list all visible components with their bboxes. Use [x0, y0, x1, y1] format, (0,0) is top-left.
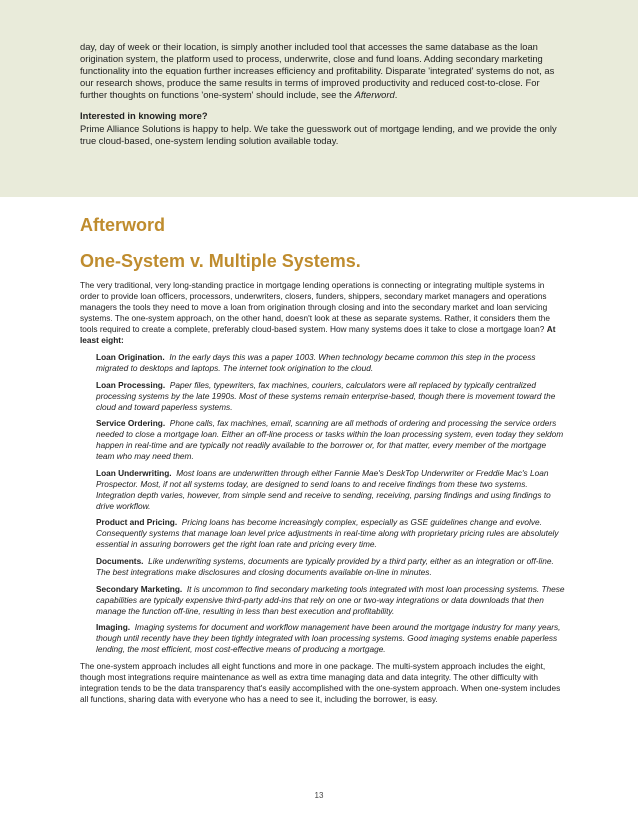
- cta-paragraph: Prime Alliance Solutions is happy to help. We take the guesswork out of mortgage lending, and we provide the only true cloud-based, one-system lending solution available today.: [80, 122, 557, 146]
- intro-paragraph: [80, 280, 565, 346]
- afterword-heading: Afterword: [80, 215, 165, 235]
- list-item: [96, 468, 565, 512]
- list-item: [96, 556, 565, 578]
- cta-question: Interested in knowing more?: [80, 110, 208, 122]
- item-description: It is uncommon to find secondary marketing tools integrated with most loan processing systems. These capabilities are typically expensive third-party add-ins that rely on one or two-way integrations or data downloads that then manage the function off-line, resulting in less than best execution and profitability.: [96, 583, 565, 616]
- item-label: Product and Pricing.: [96, 517, 178, 528]
- item-description: Imaging systems for document and workflow management have been around the mortgage industry for many years, though until recently have they been tightly integrated with loan processing systems. Good imaging systems enable paperless lending, the most efficient, most cost-effective means of producing a mortgage.: [96, 622, 561, 655]
- item-label: Loan Processing.: [96, 379, 166, 390]
- item-label: Documents.: [96, 555, 144, 566]
- function-list: [96, 352, 565, 655]
- item-label: Loan Underwriting.: [96, 467, 172, 478]
- item-description: Like underwriting systems, documents are typically provided by a third party, either as an integration or off-line. The best integrations make disclosures and closing documents available on-line in minutes.: [96, 555, 554, 577]
- list-item: [96, 622, 565, 655]
- list-item: [96, 517, 565, 550]
- intro-bold: At least eight:: [80, 324, 556, 345]
- item-description: In the early days this was a paper 1003. When technology became common this step in the process migrated to desktops and laptops. The internet took origination to the cloud.: [96, 352, 536, 373]
- page-number: 13: [314, 791, 324, 800]
- intro-text: The very traditional, very long-standing practice in mortgage lending operations is connecting or integrating multiple systems in order to provide loan officers, processors, underwriters, closers, funders, shippers, secondary market managers and operations managers the tools they need to move a loan from origination through closing and into the secondary market and loan servicing systems. The one-system approach, on the other hand, doesn't look at these as separate systems. Rather, it considers them the tools required to create a complete, preferably cloud-based system. How many systems does it take to close a mortgage loan?: [80, 280, 550, 334]
- summary-text: day, day of week or their location, is simply another included tool that accesses the same database as the loan origination system, the platform used to process, underwrite, close and fund loans. Adding secondary marketing functionality into the equation further increases efficiency and profitability. Disparate 'integrated' systems do not, as our research shows, produce the same results in terms of improved productivity and reduced cost-to-close. For further thoughts on functions 'one-system' should include, see the: [80, 41, 555, 101]
- summary-box-content: [80, 41, 562, 147]
- outro-paragraph: The one-system approach includes all eight functions and more in one package. The multi-system approach includes the eight, though most integrations require maintenance as well as extra time managing data and data integrity. The other difficulty with integration tends to be the data transparency that's easily accomplished with the one-system approach. When one-system includes all functions, sharing data with everyone who has a need to see it, including the borrower, is easy.: [80, 661, 561, 705]
- summary-text-end: .: [394, 89, 398, 101]
- list-item: [96, 584, 565, 617]
- item-label: Imaging.: [96, 622, 131, 633]
- list-item: [96, 418, 565, 462]
- item-label: Service Ordering.: [96, 418, 166, 429]
- item-description: Most loans are underwritten through either Fannie Mae's DeskTop Underwriter or Freddie Mac's Loan Prospector. Most, if not all systems today, are designed to send loans to and receive findings from these two systems. Integration depth varies, however, from simple send and receive to sending, receiving, parsing findings and using findings to drive workflow.: [96, 467, 551, 511]
- afterword-body: [80, 280, 565, 705]
- summary-box: [0, 0, 638, 197]
- list-item: [96, 380, 565, 413]
- item-label: Loan Origination.: [96, 352, 165, 362]
- item-description: Paper files, typewriters, fax machines, couriers, calculators were all replaced by typically centralized processing systems by the late 1990s. Most of these systems remain enterprise-based, though there is movement toward the cloud and toward paperless systems.: [96, 379, 556, 412]
- list-item: [96, 352, 565, 374]
- summary-paragraph: [80, 41, 562, 101]
- item-description: Pricing loans has become increasingly complex, especially as GSE guidelines change and evolve. Consequently systems that manage loan level price adjustments in real-time along with proprietary pricing rules are absolutely essential in assuring borrowers get the right loan rate and pricing every time.: [96, 517, 559, 550]
- item-description: Phone calls, fax machines, email, scanning are all methods of ordering and processing the service orders needed to close a mortgage loan. Either an off-line process or tasks within the loan processing system, even today they seldom happen in real-time and are typically not readily available to the borrower or, for that matter, every member of the mortgage team who may need them.: [96, 418, 564, 462]
- item-label: Secondary Marketing.: [96, 583, 183, 594]
- afterword-reference: Afterword: [354, 89, 395, 101]
- afterword-subheading: One-System v. Multiple Systems.: [80, 251, 361, 271]
